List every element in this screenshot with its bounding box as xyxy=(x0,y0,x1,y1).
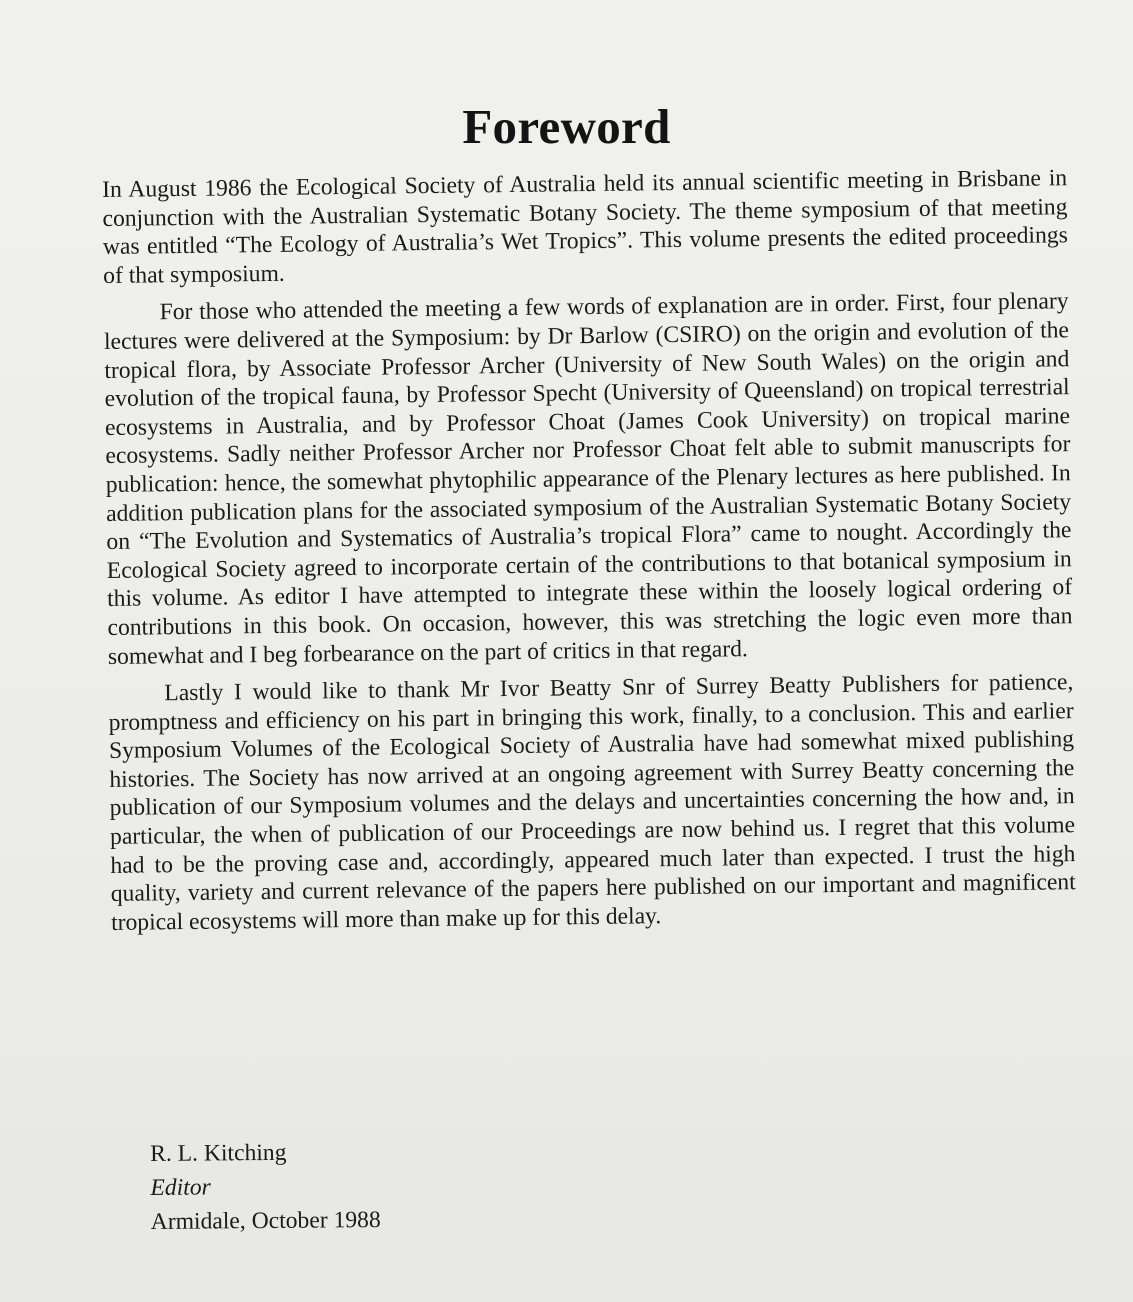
page-title: Foreword xyxy=(462,99,671,154)
paragraph-intro: In August 1986 the Ecological Society of Australia held its annual scientific meeting in Brisbane in conjunction with the Australian Systematic Botany Society. The theme symposium of that meeting was entitled “The Ecology of Australia’s Wet Tropics”. This volume presents the edited proceedings of that symposium. xyxy=(102,165,1068,289)
editor-role: Editor xyxy=(150,1174,211,1201)
editor-name: R. L. Kitching xyxy=(150,1139,287,1167)
foreword-body xyxy=(102,164,1076,946)
signature-block xyxy=(150,1135,381,1239)
place-date: Armidale, October 1988 xyxy=(150,1206,381,1235)
paragraph-acknowledgements: Lastly I would like to thank Mr Ivor Beatty Snr of Surrey Beatty Publishers for patience, promptness and efficiency on his part in bringing this work, finally, to a conclusion. This and earlier Symposium Volumes of the Ecological Society of Australia have had somewhat mixed publishing histories. The Society has now arrived at an ongoing agreement with Surrey Beatty concerning the publication of our Symposium volumes and the delays and uncertainties concerning the how and, in particular, the when of publication of our Proceedings are now behind us. I regret that this volume had to be the proving case and, accordingly, appeared much later than expected. I trust the high quality, variety and current relevance of the papers here published on our important and magnificent tropical ecosystems will more than make up for this delay. xyxy=(108,669,1076,936)
paragraph-explanation: For those who attended the meeting a few words of explanation are in order. First, four plenary lectures were delivered at the Symposium: by Dr Barlow (CSIRO) on the origin and evolution of the tropical flora, by Associate Professor Archer (University of New South Wales) on the origin and evolution of the tropical fauna, by Professor Specht (University of Queensland) on tropical terrestrial ecosystems in Australia, and by Professor Choat (James Cook University) on tropical marine ecosystems. Sadly neither Professor Archer nor Professor Choat felt able to submit manuscripts for publication: hence, the somewhat phytophilic appearance of the Plenary lectures as here published. In addition publication plans for the associated symposium of the Australian Systematic Botany Society on “The Evolution and Systematics of Australia’s tropical Flora” came to nought. Accordingly the Ecological Society agreed to incorporate certain of the contributions to that botanical symposium in this volume. As editor I have attempted to integrate these within the loosely logical ordering of contributions in this book. On occasion, however, this was stretching the logic even more than somewhat and I beg forbearance on the part of critics in that regard. xyxy=(103,288,1073,670)
